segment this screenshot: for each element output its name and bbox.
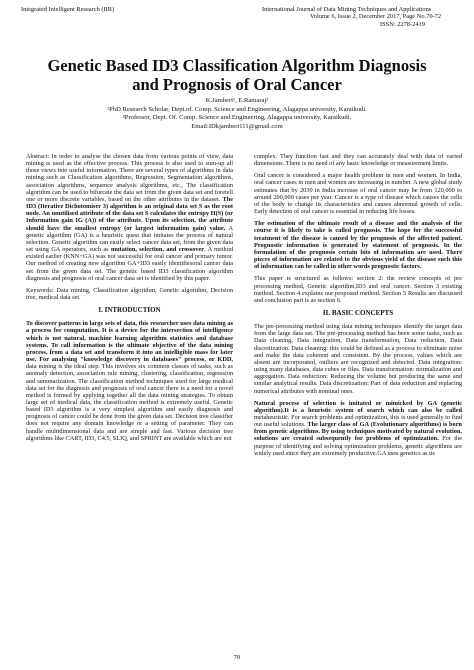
paper-title: [0, 56, 474, 94]
title-line-1: Genetic Based ID3 Classification Algorithm Diagnosis: [47, 56, 427, 75]
left-column: [26, 153, 233, 447]
author-names: K.Jamberi¹, E.Ramaraj²: [205, 97, 269, 104]
right-paragraph-ga: [254, 400, 462, 457]
section-heading-introduction: I. INTRODUCTION: [98, 306, 161, 315]
ga-bold-a: Natural process of selection is imitated or mimicked by GA (genetic algorithm).It is a heuristic system of search which can also be called: [254, 399, 462, 414]
abstract-ga-text: A genetic algorithm (GA) is a heuristic quest that imitates the process of natural selection. Genetic algorithm can easily select cancer data set, from the given data set using GA operators, such as: [26, 224, 233, 254]
ga-end: For the purpose of identifying and solving optimization problems, genetic algorithms are widely used since they are extremely productive.GA uses genetics as its: [254, 435, 462, 457]
abstract-ga-operators: mutation, selection, and crossover: [110, 246, 205, 254]
abstract-text: Abstract: In order to analyse the chosen data from various points of view, data mining is used as the effective process. This process is also used to sum-up all those views into useful information. There are several types of algorithms in data mining such as Classification algorithms, Regression, Segmentation algorithms, association algorithms, sequence analysis algorithms, etc., The classification algorithm can be used to bifurcate the data set from the given data set and foretell one or more discrete variables, based on the other attributes in the dataset.: [26, 153, 233, 203]
journal-left: Integrated Intelligent Research (IIR): [21, 6, 115, 13]
author-email: Email:IDkjamberi111@gmail.com: [191, 122, 283, 130]
volume-info: Volume 6, Issue 2, December 2017, Page No.70-72: [310, 13, 442, 21]
right-paragraph-structure: This paper is structured as follows: section 2: the review concepts of pre processing method, Genetic algorithm,ID3 and oral cancer. Section 3 existing method. Section 4 explains our proposed method. Section 5 Results are discussed and conclusion part is as section 6.: [254, 275, 462, 304]
affiliation-2: ²Professor, Dept. Of. Comp. Science and Engineering, Alagappa university, Karaikudi.: [122, 114, 352, 122]
ga-normal: metaheuristic. For search problems and optimization, this is used generally to find out useful solutions.: [254, 414, 462, 429]
author-block: [0, 97, 474, 131]
running-header-left: [21, 6, 114, 13]
abstract: [26, 153, 233, 282]
right-paragraph-1: complex. They function fast and they can accurately deal with data of varied dimensions. There is no need of any basic knowledge or measurement limits.: [254, 153, 462, 168]
page-number: 70: [233, 654, 241, 661]
affiliation-1: ¹PhD Research Scholar, Dept.of. Comp. Science and Engineering, Alagappa university, Karaikudi.: [107, 105, 367, 113]
abstract-end-text: . A method existed earlier (KNN+GA) was not successful for oral cancer and primary tumor. Our method of creating new algorithm GA+ID3 easily identifiesoral cancer data set from the given data set. The genetic based ID3 classification algorithm diagnosis and prognosis of oral cancer data set is identified by this paper.: [26, 246, 233, 282]
intro-paragraph: [26, 320, 233, 442]
section-heading-basic-concepts: II. BASIC CONCEPTS: [322, 308, 394, 317]
journal-right: International Journal of Data Mining Techniques and Applications: [262, 6, 432, 13]
ga-bold-b: The larger class of GA (Evolutionary algorithms) is born from genetic algorithms. By using techniques motivated by natural evolution, solutions are created subsequently for problems of optimization.: [254, 421, 462, 443]
right-column: [254, 153, 462, 462]
intro-bold-text: To discover patterns in large sets of data, this researcher uses data mining as a process for computation. It is a device for the intersection of intelligence which is not natural, machine learning algorithm statistics and database systems. To call information is the ultimate objective of the data mining process, from a data set and transform it into an intelligible mass for later use. For analysing "knowledge discovery in databases" process, or KDD,: [26, 320, 233, 364]
right-paragraph-preprocessing: The pre-processing method using data mining techniques identify the target data from the large data set. The pre-processing method has been some tasks, such as Data cleaning, Data integration, Data transformation, Data reduction, Data discretization. Data cleaning: this could be defined as a process to eliminate noise and make the data coherent and consistent. By the process, values which are absent are incorporated, outliers are recognized and detected. Data integration: using many databases, data cubes or files. Data transformation: normalization and aggregation. Data reduction: Reducing the volume but producing the same and similar analytical results. Data discretization: Part of data reduction and replacing numerical attributes with nominal ones.: [254, 323, 462, 395]
abstract-id3-text: The ID3 (Iterative Dichotomiser 3) algorithm is an original data set S as the root node. An unutilised attribute of the data set S calculates the entropy H(S) (or Information gain IG (A)) of the attribute. Upon its selection, the attribute should have the smallest entropy (or largest information gain) value.: [26, 195, 233, 232]
keywords: Keywords: Data mining, Classification algorithm, Genetic algorithm, Decision tree, medical data set.: [26, 286, 233, 301]
title-line-2: and Prognosis of Oral Cancer: [132, 75, 342, 94]
intro-text: data mining is the ideal step. This involves six common classes of tasks, such as anomaly detection, association rule mining, clustering, classification, regression and summarization. The classification method techniques used for large medical data set for the diagnosis and prognosis of oral cancer there is a need for a novel method is formed by applying together all the data mining strategies. To obtain large set of medical data, the classification method is extremely useful. Genetic based ID3 algorithm is a very simplest algorithm and easily diagnosis and prognosis of cancer could be done from the given data set. Decision tree classifier does not require any domain knowledge or a setting of parameter. They can handle multidimensional data and are simple and fast. Various decision tree algorithms like CART, ID3, C4.5, SLIQ, and SPRINT are available which are not: [26, 363, 233, 442]
running-header-right: [262, 6, 462, 28]
right-paragraph-oral-cancer: Oral cancer is considered a major health problem in men and women. In India, oral cancer cases in men and women are increasing in number. A new global study estimates that by 2030 in India increase of oral cancer may be from 120,000 to around 200,000 cases per year. Cancer is a type of disease which causes the cells of the body to change its characteristics and causes abnormal growth of cells. Early detection of oral cancer is essential in reducing life losses.: [254, 172, 462, 216]
right-paragraph-prognosis: The estimation of the ultimate result of a disease and the analysis of the course it is likely to take is called prognosis. The hope for the successful treatment of the disease is caused by the prognosis of the affected patient. Prognostic information is generated by statement of prognosis. In the formulation of the prognosis certain bits of information are used. There pieces of information are related to the obvious yield of the disease such this of information can be called in other words prognostic factors.: [254, 220, 462, 271]
issn: ISSN: 2278-2419: [380, 20, 425, 28]
